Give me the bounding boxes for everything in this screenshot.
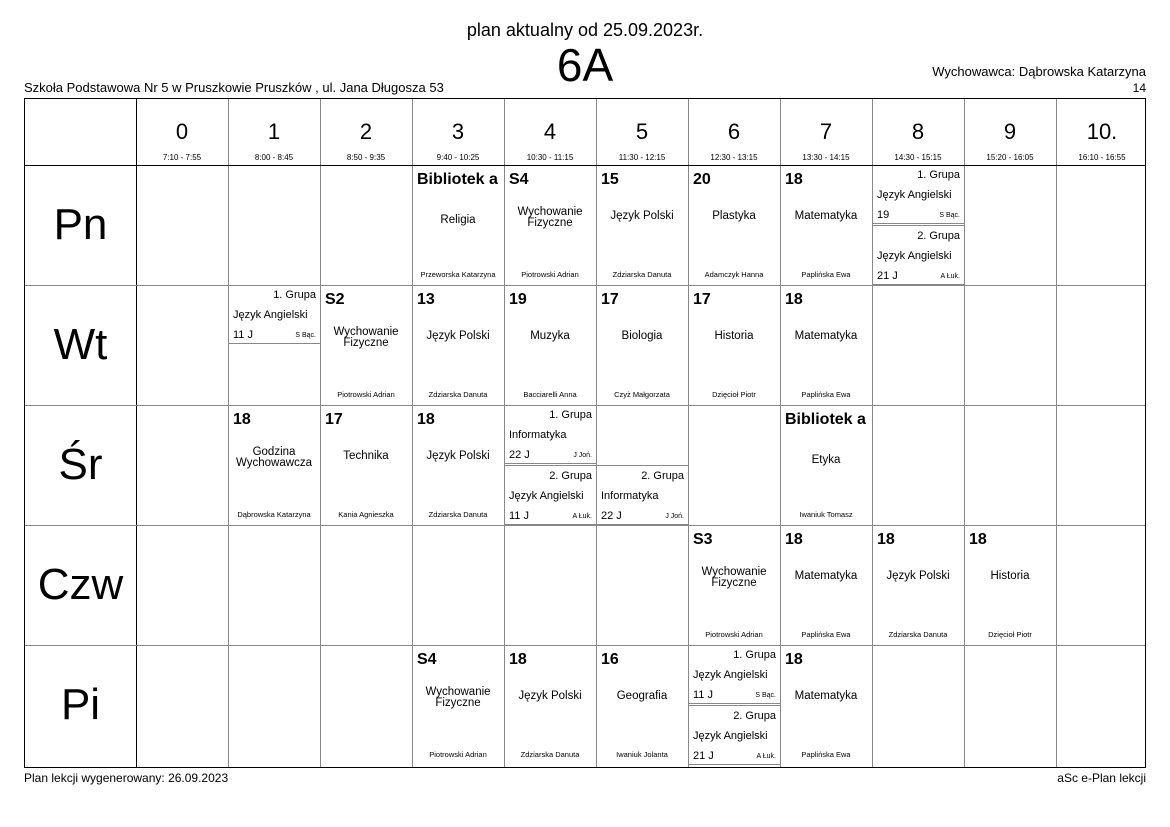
lesson-subject: Etyka — [811, 454, 841, 466]
lesson-teacher: Piotrowski Adrian — [705, 630, 763, 639]
group-room-underline — [872, 284, 964, 285]
lesson-cell[interactable] — [688, 285, 780, 405]
lesson-cell[interactable] — [228, 405, 320, 525]
lesson-teacher: Piotrowski Adrian — [521, 270, 579, 279]
lesson-teacher: Paplińska Ewa — [801, 630, 851, 639]
lesson-subject: Biologia — [621, 330, 663, 342]
lesson-subject: Muzyka — [530, 330, 570, 342]
group-teacher: J Joń. — [573, 452, 592, 459]
lesson-cell[interactable] — [504, 285, 596, 405]
lesson-subject: Godzina Wychowawcza — [236, 446, 312, 469]
lesson-cell[interactable] — [504, 645, 596, 765]
group-subject: Język Angielski — [233, 309, 308, 321]
grid-column-divider — [964, 99, 965, 767]
group-lesson[interactable] — [688, 645, 780, 705]
group-teacher: J Joń. — [665, 513, 684, 520]
lesson-cell[interactable] — [504, 405, 596, 525]
lesson-cell[interactable] — [320, 405, 412, 525]
lesson-subject: Plastyka — [712, 210, 756, 222]
lesson-room: 17 — [601, 291, 619, 308]
lesson-subject: Język Polski — [886, 570, 950, 582]
lesson-cell[interactable] — [412, 645, 504, 765]
lesson-teacher: Zdziarska Danuta — [428, 390, 488, 399]
lesson-cell[interactable] — [872, 165, 964, 285]
lesson-subject: Historia — [714, 330, 754, 342]
group-subject: Język Angielski — [509, 490, 584, 502]
lesson-cell[interactable] — [596, 405, 688, 525]
lesson-teacher: Bacciarelli Anna — [523, 390, 577, 399]
group-lesson[interactable] — [872, 165, 964, 225]
lesson-subject: Matematyka — [794, 330, 858, 342]
lesson-subject: Matematyka — [794, 690, 858, 702]
group-room: 11 J — [509, 510, 529, 522]
lesson-room: 18 — [509, 651, 527, 668]
lesson-room: S4 — [509, 171, 529, 188]
lesson-subject: Język Polski — [426, 450, 490, 462]
lesson-cell[interactable] — [596, 645, 688, 765]
lesson-cell[interactable] — [780, 405, 872, 525]
lesson-cell[interactable] — [780, 645, 872, 765]
schedule-subtitle: plan aktualny od 25.09.2023r. — [466, 20, 704, 40]
lesson-teacher: Iwaniuk Jolanta — [616, 750, 668, 759]
timetable-grid — [24, 98, 1146, 768]
lesson-subject: Religia — [440, 214, 476, 226]
group-room-underline — [228, 343, 320, 344]
group-label: 2. Grupa — [917, 230, 960, 242]
lesson-teacher: Kania Agnieszka — [338, 510, 394, 519]
lesson-room: 18 — [233, 411, 251, 428]
lesson-cell[interactable] — [780, 285, 872, 405]
lesson-room: 18 — [785, 651, 803, 668]
period-time: 13:30 - 14:15 — [802, 153, 850, 162]
period-header — [1056, 99, 1148, 165]
group-room: 21 J — [693, 750, 714, 762]
lesson-subject: Język Polski — [610, 210, 674, 222]
group-room: 19 — [877, 209, 890, 221]
period-number: 7 — [819, 119, 833, 144]
period-number: 1 — [267, 119, 281, 144]
lesson-cell[interactable] — [504, 165, 596, 285]
group-subject: Informatyka — [509, 429, 567, 441]
day-label: Śr — [58, 440, 103, 489]
lesson-room: Bibliotek a — [785, 411, 866, 428]
lesson-room: 17 — [693, 291, 711, 308]
group-room: 11 J — [693, 689, 713, 701]
lesson-teacher: Paplińska Ewa — [801, 270, 851, 279]
group-teacher: A Łuk. — [756, 753, 776, 760]
lesson-teacher: Piotrowski Adrian — [429, 750, 487, 759]
lesson-teacher: Zdziarska Danuta — [520, 750, 580, 759]
period-time: 10:30 - 11:15 — [526, 153, 574, 162]
lesson-teacher: Czyż Małgorzata — [614, 390, 670, 399]
lesson-subject: Wychowanie Fizyczne — [701, 566, 767, 589]
group-label: 1. Grupa — [733, 649, 776, 661]
lesson-room: 13 — [417, 291, 435, 308]
group-room-underline — [596, 524, 688, 525]
group-teacher: S Bąc. — [295, 332, 316, 339]
group-room: 22 J — [509, 449, 530, 461]
lesson-cell[interactable] — [596, 285, 688, 405]
group-lesson[interactable] — [228, 285, 320, 345]
group-subject: Język Angielski — [877, 250, 952, 262]
lesson-cell[interactable] — [872, 525, 964, 645]
period-number: 3 — [451, 119, 465, 144]
period-header — [872, 99, 964, 165]
period-time: 16:10 - 16:55 — [1078, 153, 1126, 162]
lesson-cell[interactable] — [780, 525, 872, 645]
group-room: 21 J — [877, 270, 898, 282]
period-header — [688, 99, 780, 165]
period-time: 9:40 - 10:25 — [436, 153, 480, 162]
period-time: 7:10 - 7:55 — [162, 153, 202, 162]
lesson-cell[interactable] — [780, 165, 872, 285]
lesson-room: 15 — [601, 171, 619, 188]
lesson-cell[interactable] — [688, 645, 780, 765]
lesson-subject: Język Polski — [518, 690, 582, 702]
group-room-underline — [688, 703, 780, 704]
lesson-cell[interactable] — [964, 525, 1056, 645]
lesson-cell[interactable] — [688, 165, 780, 285]
grid-column-divider — [136, 99, 137, 767]
period-number: 0 — [175, 119, 189, 144]
grid-column-divider — [1056, 99, 1057, 767]
group-label: 1. Grupa — [917, 169, 960, 181]
lesson-room: S4 — [417, 651, 437, 668]
day-label: Wt — [53, 320, 108, 369]
lesson-subject: Matematyka — [794, 570, 858, 582]
lesson-subject: Wychowanie Fizyczne — [425, 686, 491, 709]
lesson-teacher: Dzięcioł Piotr — [712, 390, 756, 399]
group-teacher: A Łuk. — [572, 513, 592, 520]
lesson-subject: Historia — [990, 570, 1030, 582]
group-lesson[interactable] — [596, 465, 688, 525]
period-time: 8:50 - 9:35 — [346, 153, 386, 162]
period-time: 11:30 - 12:15 — [618, 153, 666, 162]
period-header — [412, 99, 504, 165]
group-subject: Język Angielski — [693, 669, 768, 681]
period-header — [504, 99, 596, 165]
lesson-teacher: Dąbrowska Katarzyna — [237, 510, 311, 519]
group-label: 2. Grupa — [641, 470, 684, 482]
lesson-cell[interactable] — [412, 285, 504, 405]
lesson-teacher: Iwaniuk Tomasz — [799, 510, 853, 519]
lesson-room: 18 — [877, 531, 895, 548]
period-time: 14:30 - 15:15 — [894, 153, 942, 162]
group-room-underline — [688, 764, 780, 765]
lesson-room: 16 — [601, 651, 619, 668]
lesson-cell[interactable] — [320, 285, 412, 405]
period-number: 9 — [1003, 119, 1017, 144]
lesson-subject: Technika — [343, 450, 389, 462]
lesson-teacher: Zdziarska Danuta — [612, 270, 672, 279]
lesson-cell[interactable] — [412, 405, 504, 525]
lesson-cell[interactable] — [688, 525, 780, 645]
lesson-cell[interactable] — [596, 165, 688, 285]
software-name: aSc e-Plan lekcji — [1057, 771, 1146, 785]
group-label: 2. Grupa — [733, 710, 776, 722]
lesson-teacher: Przeworska Katarzyna — [420, 270, 496, 279]
school-name: Szkoła Podstawowa Nr 5 w Pruszkowie Pruszków , ul. Jana Długosza 53 — [24, 80, 444, 95]
group-room: 22 J — [601, 510, 622, 522]
lesson-room: S3 — [693, 531, 713, 548]
period-header — [136, 99, 228, 165]
period-number: 10. — [1086, 119, 1118, 144]
lesson-teacher: Paplińska Ewa — [801, 390, 851, 399]
lesson-room: 18 — [785, 291, 803, 308]
lesson-room: 19 — [509, 291, 527, 308]
group-label: 1. Grupa — [549, 409, 592, 421]
period-header — [596, 99, 688, 165]
period-header — [228, 99, 320, 165]
lesson-subject: Wychowanie Fizyczne — [517, 206, 583, 229]
homeroom-teacher: Wychowawca: Dąbrowska Katarzyna — [932, 64, 1146, 79]
group-room-underline — [872, 223, 964, 224]
lesson-teacher: Piotrowski Adrian — [337, 390, 395, 399]
period-header — [964, 99, 1056, 165]
group-lesson[interactable] — [504, 465, 596, 525]
period-number: 8 — [911, 119, 925, 144]
group-lesson[interactable] — [688, 705, 780, 765]
lesson-teacher: Dzięcioł Piotr — [988, 630, 1032, 639]
lesson-teacher: Zdziarska Danuta — [888, 630, 948, 639]
group-subject: Język Angielski — [877, 189, 952, 201]
lesson-subject: Język Polski — [426, 330, 490, 342]
lesson-subject: Geografia — [616, 690, 668, 702]
group-lesson[interactable] — [504, 405, 596, 465]
group-subject: Język Angielski — [693, 730, 768, 742]
period-number: 4 — [543, 119, 557, 144]
lesson-cell[interactable] — [412, 165, 504, 285]
lesson-room: 18 — [785, 171, 803, 188]
period-time: 12:30 - 13:15 — [710, 153, 758, 162]
group-teacher: A Łuk. — [940, 273, 960, 280]
day-label: Pi — [60, 680, 101, 729]
lesson-room: 18 — [785, 531, 803, 548]
lesson-room: 18 — [417, 411, 435, 428]
group-teacher: S Bąc. — [755, 692, 776, 699]
lesson-room: 18 — [969, 531, 987, 548]
lesson-room: Bibliotek a — [417, 171, 498, 188]
period-header — [320, 99, 412, 165]
lesson-room: 17 — [325, 411, 343, 428]
lesson-cell[interactable] — [228, 285, 320, 405]
lesson-teacher: Zdziarska Danuta — [428, 510, 488, 519]
lesson-subject: Wychowanie Fizyczne — [333, 326, 399, 349]
generated-date: Plan lekcji wygenerowany: 26.09.2023 — [24, 771, 229, 785]
class-name: 6A — [556, 39, 614, 91]
period-number: 6 — [727, 119, 741, 144]
day-label: Czw — [37, 560, 124, 609]
period-header — [780, 99, 872, 165]
group-room-underline — [504, 463, 596, 464]
lesson-subject: Matematyka — [794, 210, 858, 222]
group-room-underline — [504, 524, 596, 525]
group-room: 11 J — [233, 329, 253, 341]
period-number: 5 — [635, 119, 649, 144]
group-teacher: S Bąc. — [939, 212, 960, 219]
group-subject: Informatyka — [601, 490, 659, 502]
lesson-room: 20 — [693, 171, 711, 188]
page-number: 14 — [1132, 81, 1146, 95]
group-label: 2. Grupa — [549, 470, 592, 482]
period-time: 15:20 - 16:05 — [986, 153, 1034, 162]
lesson-room: S2 — [325, 291, 345, 308]
period-number: 2 — [359, 119, 373, 144]
group-lesson[interactable] — [872, 225, 964, 285]
day-label: Pn — [53, 200, 108, 249]
lesson-teacher: Adamczyk Hanna — [704, 270, 764, 279]
group-label: 1. Grupa — [273, 289, 316, 301]
period-time: 8:00 - 8:45 — [254, 153, 294, 162]
lesson-teacher: Paplińska Ewa — [801, 750, 851, 759]
